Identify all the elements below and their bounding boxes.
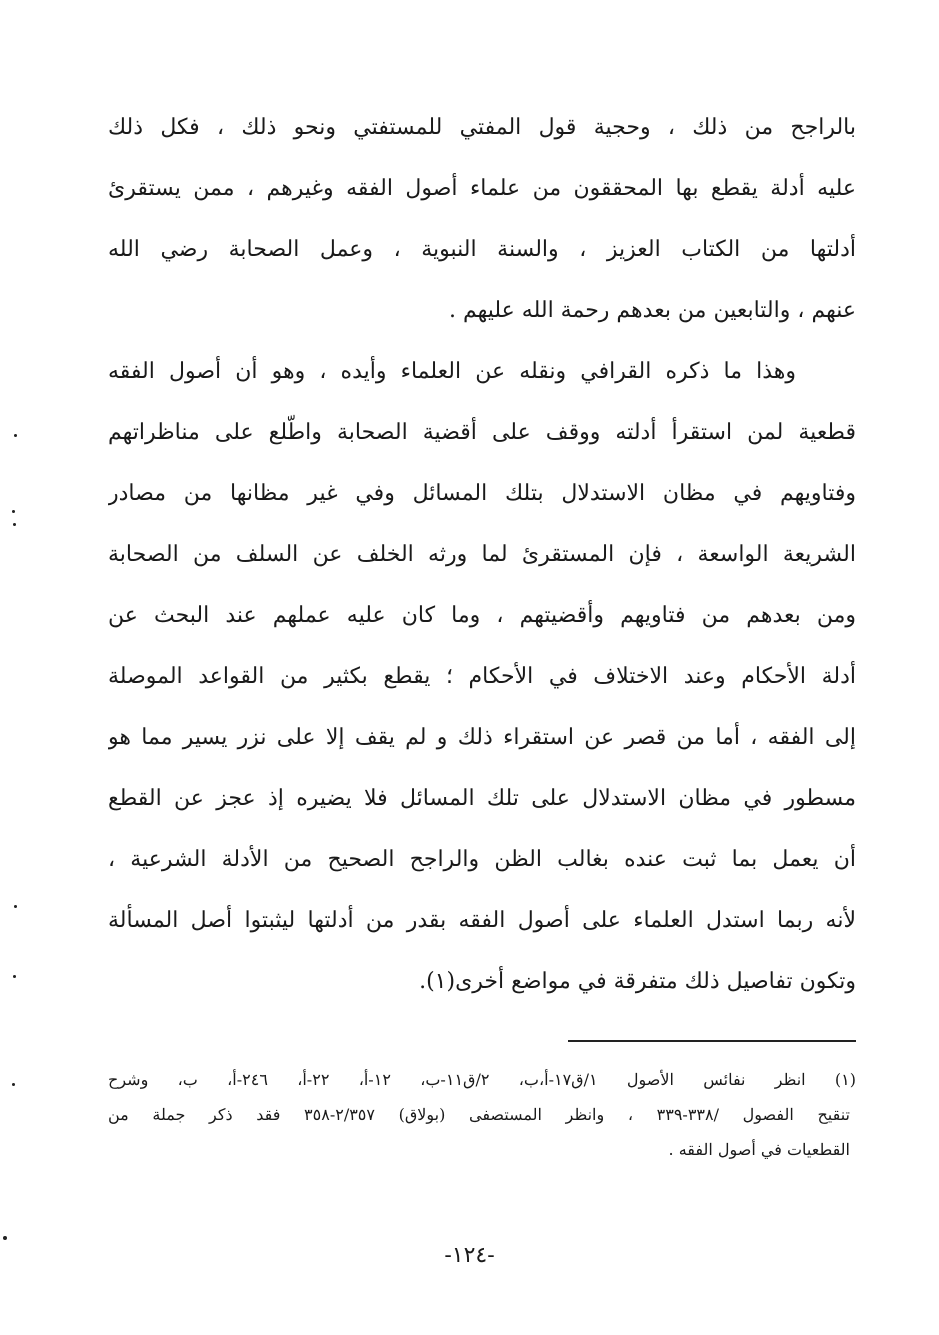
paragraph-2 (108, 341, 856, 1012)
scan-speck (12, 1083, 15, 1086)
footnote-line: (١) انظر نفائس الأصول ١/ق١٧-أ،ب، ٢/ق١١-ب، ١٢-أ، ٢٢-أ، ٢٤٦-أ، ب، وشرح (108, 1070, 856, 1089)
main-text (108, 97, 856, 1012)
scan-speck (13, 975, 16, 978)
text-line: عليه أدلة يقطع بها المحققون من علماء أصول الفقه وغيرهم ، ممن يستقرئ (108, 176, 856, 201)
text-line: وفتاويهم في مظان الاستدلال بتلك المسائل وفي غير مظانها من مصادر (108, 481, 856, 506)
text-line: أدلتها من الكتاب العزيز ، والسنة النبوية ، وعمل الصحابة رضي الله (108, 237, 856, 262)
scan-speck (13, 523, 16, 526)
text-line: أن يعمل بما ثبت عنده بغالب الظن والراجح الصحيح من الأدلة الشرعية ، (108, 847, 856, 872)
page-number: -١٢٤- (444, 1243, 495, 1268)
text-line: بالراجح من ذلك ، وحجية قول المفتي للمستفتي ونحو ذلك ، فكل ذلك (108, 115, 856, 140)
text-line: إلى الفقه ، أما من قصر عن استقراء ذلك و لم يقف إلا على نزر يسير مما هو (108, 725, 856, 750)
text-line: أدلة الأحكام وعند الاختلاف في الأحكام ؛ يقطع بكثير من القواعد الموصلة (108, 664, 856, 689)
scan-speck (14, 434, 17, 437)
text-line: وتكون تفاصيل ذلك متفرقة في مواضع أخرى(١). (419, 969, 856, 994)
text-line: مسطور في مظان الاستدلال على تلك المسائل فلا يضيره إذ عجز عن القطع (108, 786, 856, 811)
footnote-block (108, 1062, 856, 1167)
footnote-line: القطعيات في أصول الفقه . (668, 1140, 850, 1159)
text-line: ومن بعدهم من فتاويهم وأقضيتهم ، وما كان عليه عملهم عند البحث عن (108, 603, 856, 628)
scan-speck (14, 905, 17, 908)
text-line: قطعية لمن استقرأ أدلته ووقف على أقضية الصحابة واطّلع على مناظراتهم (108, 420, 856, 445)
footnote-separator (568, 1040, 856, 1042)
paragraph-1 (108, 97, 856, 341)
scan-speck (12, 510, 15, 513)
text-line: الشريعة الواسعة ، فإن المستقرئ لما ورثه الخلف عن السلف من الصحابة (108, 542, 856, 567)
text-line: وهذا ما ذكره القرافي ونقله عن العلماء وأيده ، وهو أن أصول الفقه (108, 359, 796, 384)
text-line: عنهم ، والتابعين من بعدهم رحمة الله عليهم . (448, 298, 856, 323)
footnote-line: تنقيح الفصول /٣٣٨-٣٣٩ ، وانظر المستصفى (بولاق) ٢/٣٥٧-٣٥٨ فقد ذكر جملة من (108, 1105, 850, 1124)
scan-speck (3, 1236, 7, 1240)
text-line: لأنه ربما استدل العلماء على أصول الفقه بقدر من أدلتها ليثبتوا أصل المسألة (108, 908, 856, 933)
